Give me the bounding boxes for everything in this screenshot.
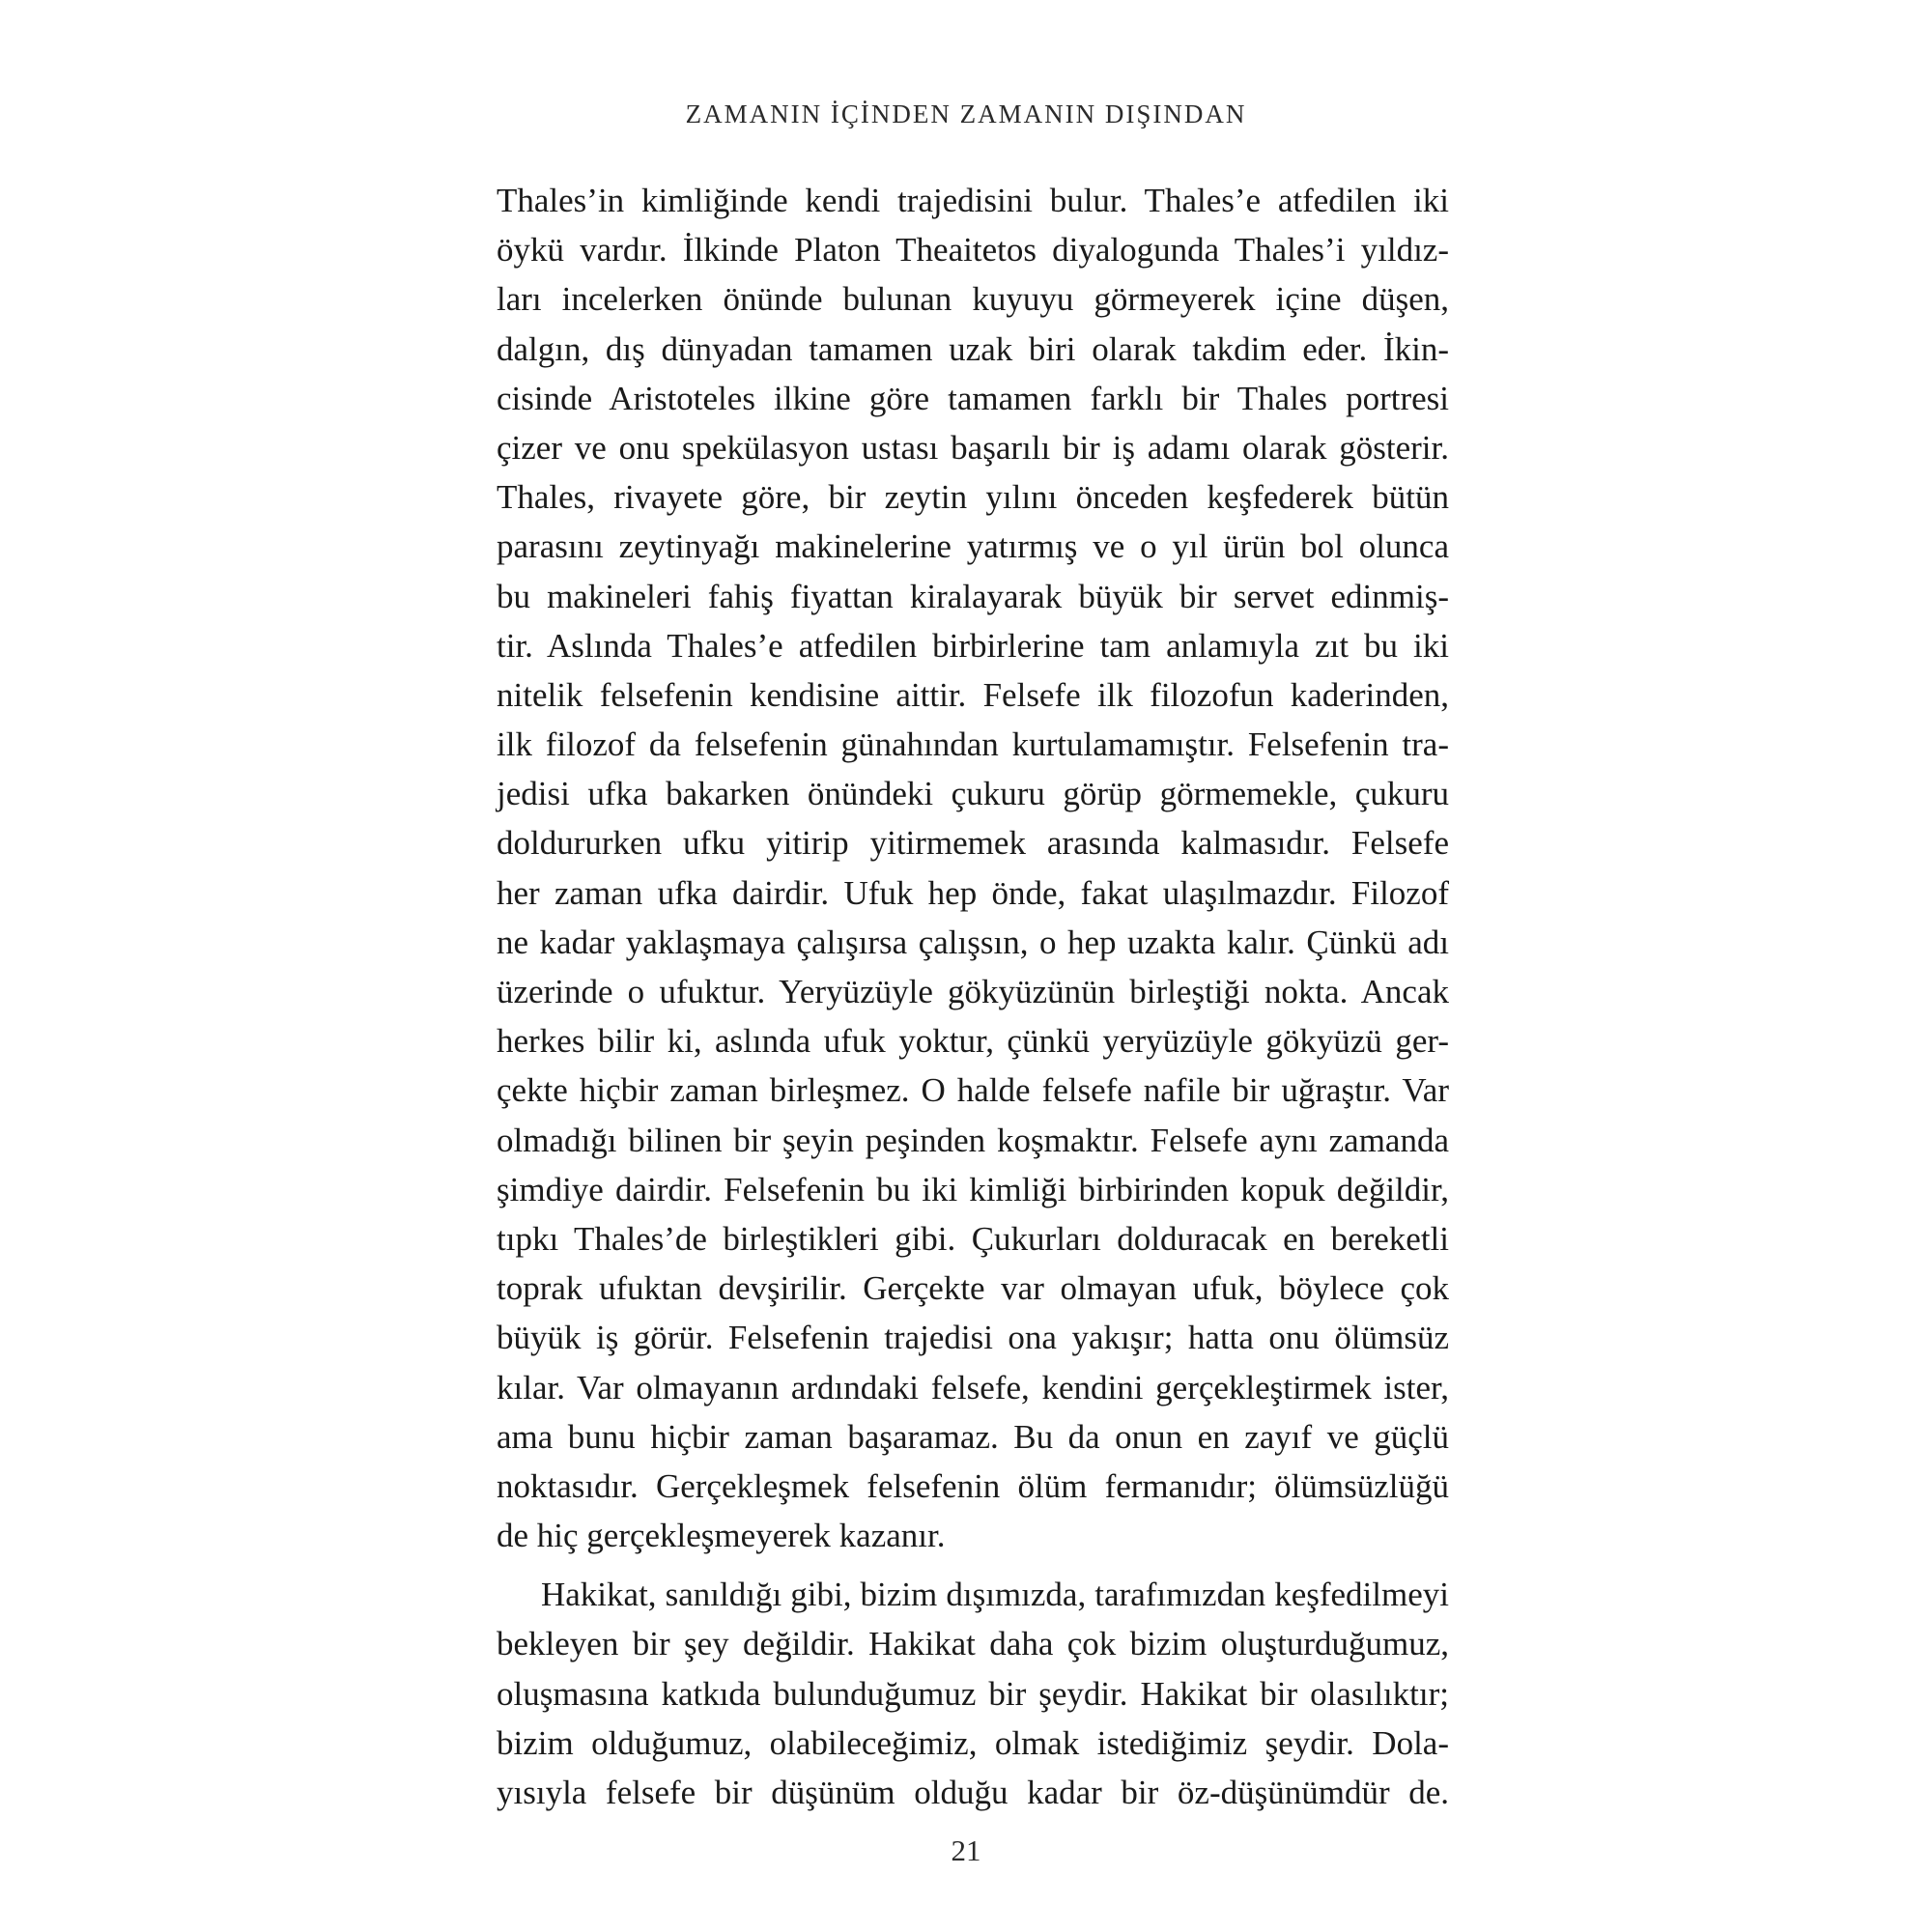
text-line: doldururken ufku yitirip yitirmemek arasında kalmasıdır. Felsefe (497, 824, 1449, 863)
text-line: Hakikat, sanıldığı gibi, bizim dışımızda, tarafımızdan keşfedilmeyi (541, 1576, 1449, 1614)
running-header: ZAMANIN İÇİNDEN ZAMANIN DIŞINDAN (685, 99, 1247, 128)
text-line: ama bunu hiçbir zaman başaramaz. Bu da onun en zayıf ve güçlü (497, 1417, 1449, 1456)
text-line: toprak ufuktan devşirilir. Gerçekte var olmayan ufuk, böylece çok (497, 1269, 1449, 1308)
text-line: tir. Aslında Thales’e atfedilen birbirlerine tam anlamıyla zıt bu iki (497, 626, 1449, 665)
text-line: bu makineleri fahiş fiyattan kiralayarak büyük bir servet edinmiş- (497, 577, 1449, 615)
text-line: yısıyla felsefe bir düşünüm olduğu kadar bir öz-düşünümdür de. (497, 1774, 1449, 1811)
text-line: parasını zeytinyağı makinelerine yatırmış ve o yıl ürün bol olunca (497, 527, 1449, 566)
page-number: 21 (951, 1833, 981, 1867)
text-line: herkes bilir ki, aslında ufuk yoktur, çünkü yeryüzüyle gökyüzü ger- (497, 1022, 1449, 1061)
text-line: olmadığı bilinen bir şeyin peşinden koşmaktır. Felsefe aynı zamanda (497, 1121, 1449, 1159)
text-line: çizer ve onu spekülasyon ustası başarılı bir iş adamı olarak gösterir. (497, 428, 1449, 467)
text-line: bizim olduğumuz, olabileceğimiz, olmak istediğimiz şeydir. Dola- (497, 1723, 1449, 1762)
body-text (497, 176, 1449, 1817)
paragraph-1 (497, 176, 1449, 1560)
text-line: ilk filozof da felsefenin günahından kurtulamamıştır. Felsefenin tra- (497, 725, 1449, 764)
text-line: cisinde Aristoteles ilkine göre tamamen farklı bir Thales portresi (497, 379, 1449, 417)
text-line: dalgın, dış dünyadan tamamen uzak biri olarak takdim eder. İkin- (497, 329, 1449, 368)
text-line: tıpkı Thales’de birleştikleri gibi. Çukurları dolduracak en bereketli (497, 1219, 1449, 1258)
text-line: şimdiye dairdir. Felsefenin bu iki kimliği birbirinden kopuk değildir, (497, 1170, 1449, 1208)
text-line: her zaman ufka dairdir. Ufuk hep önde, fakat ulaşılmazdır. Filozof (497, 873, 1449, 912)
text-line: oluşmasına katkıda bulunduğumuz bir şeydir. Hakikat bir olasılıktır; (497, 1674, 1449, 1713)
text-line: üzerinde o ufuktur. Yeryüzüyle gökyüzünün birleştiği nokta. Ancak (497, 973, 1449, 1010)
text-line: çekte hiçbir zaman birleşmez. O halde felsefe nafile bir uğraştır. Var (497, 1071, 1449, 1110)
text-line: de hiç gerçekleşmeyerek kazanır. (497, 1517, 946, 1555)
text-line: noktasıdır. Gerçekleşmek felsefenin ölüm fermanıdır; ölümsüzlüğü (497, 1466, 1449, 1505)
paragraph-2 (497, 1570, 1449, 1817)
text-line: ne kadar yaklaşmaya çalışırsa çalışsın, o hep uzakta kalır. Çünkü adı (497, 923, 1449, 961)
text-line: Thales, rivayete göre, bir zeytin yılını önceden keşfederek bütün (497, 478, 1449, 517)
text-line: öykü vardır. İlkinde Platon Theaitetos diyalogunda Thales’i yıldız- (497, 231, 1449, 270)
text-line: büyük iş görür. Felsefenin trajedisi ona yakışır; hatta onu ölümsüz (497, 1319, 1449, 1357)
text-line: nitelik felsefenin kendisine aittir. Felsefe ilk filozofun kaderinden, (497, 675, 1449, 714)
paragraph-gap (497, 1560, 1449, 1570)
text-line: jedisi ufka bakarken önündeki çukuru görüp görmemekle, çukuru (497, 775, 1449, 813)
text-line: ları incelerken önünde bulunan kuyuyu görmeyerek içine düşen, (497, 280, 1449, 319)
text-line: Thales’in kimliğinde kendi trajedisini bulur. Thales’e atfedilen iki (497, 182, 1449, 219)
text-line: kılar. Var olmayanın ardındaki felsefe, kendini gerçekleştirmek ister, (497, 1368, 1449, 1406)
text-line: bekleyen bir şey değildir. Hakikat daha çok bizim oluşturduğumuz, (497, 1625, 1449, 1663)
